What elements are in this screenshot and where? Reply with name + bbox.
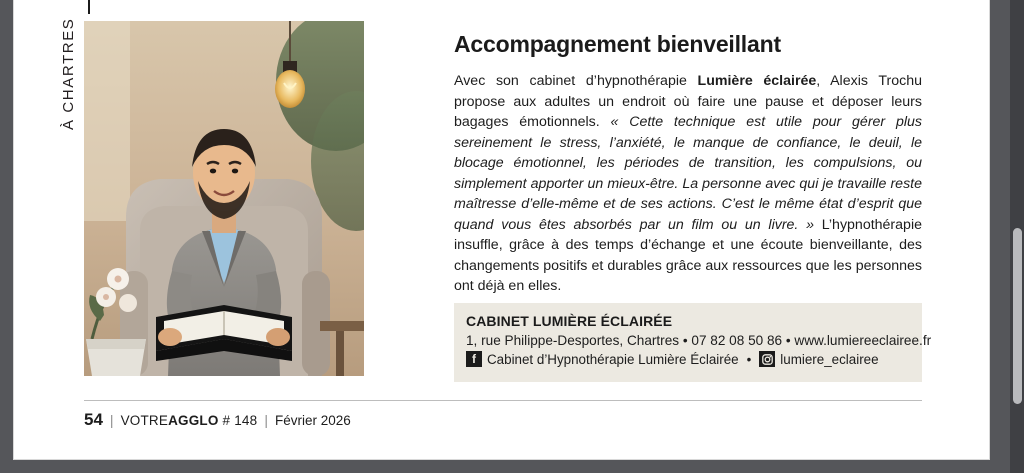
instagram-glyph: [762, 354, 773, 365]
infobox-title: CABINET LUMIÈRE ÉCLAIRÉE: [466, 313, 673, 329]
article-paragraph: [454, 71, 922, 297]
magazine-prefix: VOTRE: [120, 413, 169, 428]
page-footer: [84, 410, 351, 430]
facebook-icon[interactable]: f: [466, 351, 482, 367]
paragraph-closing: L’hypnothérapie insuffle, grâce à des temps d’échange et une écoute bienveillante, des changements positifs et durables grâce aux ressources que les personnes ont déjà en elles.: [454, 216, 922, 295]
page-number: 54: [84, 410, 103, 429]
magazine-title: [121, 413, 258, 428]
infobox-social-line: [466, 351, 910, 367]
paragraph-lead-in: Avec son cabinet d’hypnothérapie: [454, 73, 698, 90]
article-quote: « Cette technique est utile pour gérer plus sereinement le stress, l’anxiété, le manque de confiance, le deuil, le blocage émotionnel, les périodes de transition, les compulsions, ou simplement apporter un mieux-être. La personne avec qui je travaille reste maîtresse d’elle-même et de ses actions. C’est le même état d’esprit que quand vous êtes absorbés par un film ou un livre. »: [454, 114, 922, 233]
magazine-name: AGGLO: [168, 413, 219, 428]
instagram-icon[interactable]: [759, 351, 775, 367]
article-headline: Accompagnement bienveillant: [454, 31, 781, 57]
contact-infobox: [454, 303, 932, 382]
vertical-scrollbar-track[interactable]: [1010, 0, 1024, 473]
section-label: À CHARTRES: [60, 17, 77, 130]
article-body: [454, 32, 922, 297]
paragraph-lead-out: , Alexis Trochu propose aux adultes un endroit où faire une pause et déposer leurs bagages émotionnels.: [454, 73, 922, 131]
instagram-label: lumiere_eclairee: [780, 351, 879, 367]
photo-illustration: [84, 21, 364, 376]
footer-divider-rule: [84, 400, 922, 401]
magazine-issue: # 148: [218, 413, 258, 428]
facebook-label: Cabinet d’Hypnothérapie Lumière Éclairée: [487, 351, 739, 367]
issue-date: Février 2026: [274, 413, 351, 428]
footer-divider-1: |: [109, 412, 114, 428]
footer-divider-2: |: [264, 412, 268, 428]
cabinet-name-bold: Lumière éclairée: [697, 73, 817, 90]
social-separator: •: [746, 351, 752, 367]
magazine-page: [14, 0, 989, 459]
infobox-address-line: 1, rue Philippe-Desportes, Chartres • 07 82 08 50 86 • www.lumiereeclairee.fr: [466, 333, 932, 348]
page-top-rule: [88, 0, 90, 14]
vertical-scrollbar-thumb[interactable]: [1013, 228, 1022, 404]
article-photo: [84, 21, 364, 376]
